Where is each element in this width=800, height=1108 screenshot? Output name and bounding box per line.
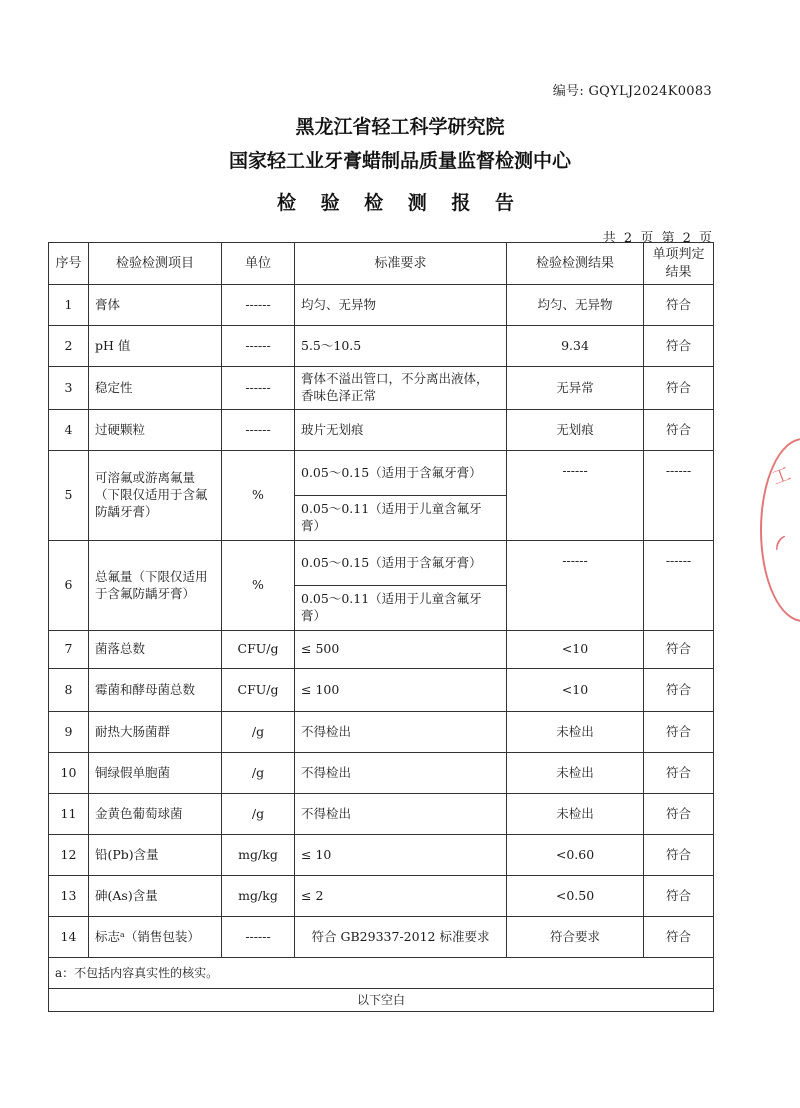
row-no: 13 [49,876,89,917]
table-header-row [49,243,714,285]
header-requirement: 标准要求 [295,243,507,285]
row-item: 可溶氟或游离氟量（下限仅适用于含氟防龋牙膏） [89,451,222,541]
row-result: ------ [507,541,644,631]
row-result: <10 [507,669,644,712]
institute-title: 黑龙江省轻工科学研究院 [295,116,505,138]
row-no: 3 [49,367,89,410]
blank-row [49,989,714,1012]
row-item: 过硬颗粒 [89,410,222,451]
row-result: 符合要求 [507,917,644,958]
row-result: 9.34 [507,326,644,367]
row-verdict: 符合 [644,712,714,753]
table-row [49,794,714,835]
row-unit: % [222,541,295,631]
row-requirement: ≤ 100 [295,669,507,712]
page-indicator: 共 2 页 第 2 页 [602,231,712,246]
row-result: ------ [507,451,644,541]
row-unit: mg/kg [222,876,295,917]
row-requirement: ≤ 500 [295,631,507,669]
table-row [49,631,714,669]
row-verdict: 符合 [644,876,714,917]
row-no: 12 [49,835,89,876]
row-item: 金黄色葡萄球菌 [89,794,222,835]
row-verdict: ------ [644,541,714,631]
row-unit: ------ [222,917,295,958]
row-result: 未检出 [507,712,644,753]
table-row [49,917,714,958]
table-row [49,541,714,586]
row-requirement: 玻片无划痕 [295,410,507,451]
row-verdict: 符合 [644,794,714,835]
header-no: 序号 [49,243,89,285]
row-verdict: ------ [644,451,714,541]
row-no: 4 [49,410,89,451]
header-item: 检验检测项目 [89,243,222,285]
row-requirement: 5.5～10.5 [295,326,507,367]
row-requirement: 均匀、无异物 [295,285,507,326]
header-result: 检验检测结果 [507,243,644,285]
row-result: <0.60 [507,835,644,876]
row-requirement-a: 0.05～0.15（适用于含氟牙膏） [295,451,507,496]
row-requirement: 不得检出 [295,753,507,794]
row-item: 砷(As)含量 [89,876,222,917]
row-result: <0.50 [507,876,644,917]
row-unit: /g [222,712,295,753]
row-item: 膏体 [89,285,222,326]
row-unit: ------ [222,410,295,451]
table-row [49,367,714,410]
report-number: 编号: GQYLJ2024K0083 [552,84,712,99]
row-unit: /g [222,753,295,794]
table-row [49,410,714,451]
row-result: 均匀、无异物 [507,285,644,326]
row-item: 耐热大肠菌群 [89,712,222,753]
table-row [49,753,714,794]
footnote-row [49,958,714,989]
table-row [49,285,714,326]
row-item: 铅(Pb)含量 [89,835,222,876]
blank-marker: 以下空白 [49,989,714,1012]
row-result: <10 [507,631,644,669]
row-requirement-a: 0.05～0.15（适用于含氟牙膏） [295,541,507,586]
table-row [49,876,714,917]
inspection-table [48,242,714,1012]
row-no: 14 [49,917,89,958]
row-unit: /g [222,794,295,835]
row-item: 稳定性 [89,367,222,410]
table-row [49,451,714,496]
row-verdict: 符合 [644,326,714,367]
row-verdict: 符合 [644,410,714,451]
stamp-char: 工 [769,463,794,490]
row-verdict: 符合 [644,367,714,410]
row-no: 5 [49,451,89,541]
footnote: a：不包括内容真实性的核实。 [49,958,714,989]
row-result: 无划痕 [507,410,644,451]
row-requirement-b: 0.05～0.11（适用于儿童含氟牙膏） [295,586,507,631]
row-requirement: 符合 GB29337-2012 标准要求 [295,917,507,958]
row-requirement: ≤ 10 [295,835,507,876]
row-verdict: 符合 [644,753,714,794]
row-item: 菌落总数 [89,631,222,669]
row-no: 8 [49,669,89,712]
row-requirement: ≤ 2 [295,876,507,917]
row-unit: ------ [222,285,295,326]
row-verdict: 符合 [644,669,714,712]
row-item: pH 值 [89,326,222,367]
row-item: 总氟量（下限仅适用于含氟防龋牙膏） [89,541,222,631]
table-row [49,835,714,876]
document-title: 检 验 检 测 报 告 [276,192,524,214]
header-unit: 单位 [222,243,295,285]
row-item: 标志ᵃ（销售包装） [89,917,222,958]
header-verdict: 单项判定结果 [644,243,714,285]
row-result: 未检出 [507,794,644,835]
row-item: 铜绿假单胞菌 [89,753,222,794]
row-unit: mg/kg [222,835,295,876]
row-no: 2 [49,326,89,367]
table-row [49,712,714,753]
row-unit: % [222,451,295,541]
row-no: 6 [49,541,89,631]
row-result: 无异常 [507,367,644,410]
row-item: 霉菌和酵母菌总数 [89,669,222,712]
row-unit: CFU/g [222,669,295,712]
row-no: 11 [49,794,89,835]
row-no: 9 [49,712,89,753]
table-row [49,669,714,712]
center-title: 国家轻工业牙膏蜡制品质量监督检测中心 [228,150,571,172]
row-no: 1 [49,285,89,326]
table-row [49,326,714,367]
row-verdict: 符合 [644,285,714,326]
row-unit: ------ [222,326,295,367]
row-verdict: 符合 [644,917,714,958]
row-requirement: 不得检出 [295,712,507,753]
row-verdict: 符合 [644,835,714,876]
stamp-char: ( [771,531,788,554]
row-unit: CFU/g [222,631,295,669]
row-no: 10 [49,753,89,794]
row-requirement: 膏体不溢出管口，不分离出液体，香味色泽正常 [295,367,507,410]
row-requirement: 不得检出 [295,794,507,835]
row-verdict: 符合 [644,631,714,669]
row-no: 7 [49,631,89,669]
row-requirement-b: 0.05～0.11（适用于儿童含氟牙膏） [295,496,507,541]
row-result: 未检出 [507,753,644,794]
row-unit: ------ [222,367,295,410]
